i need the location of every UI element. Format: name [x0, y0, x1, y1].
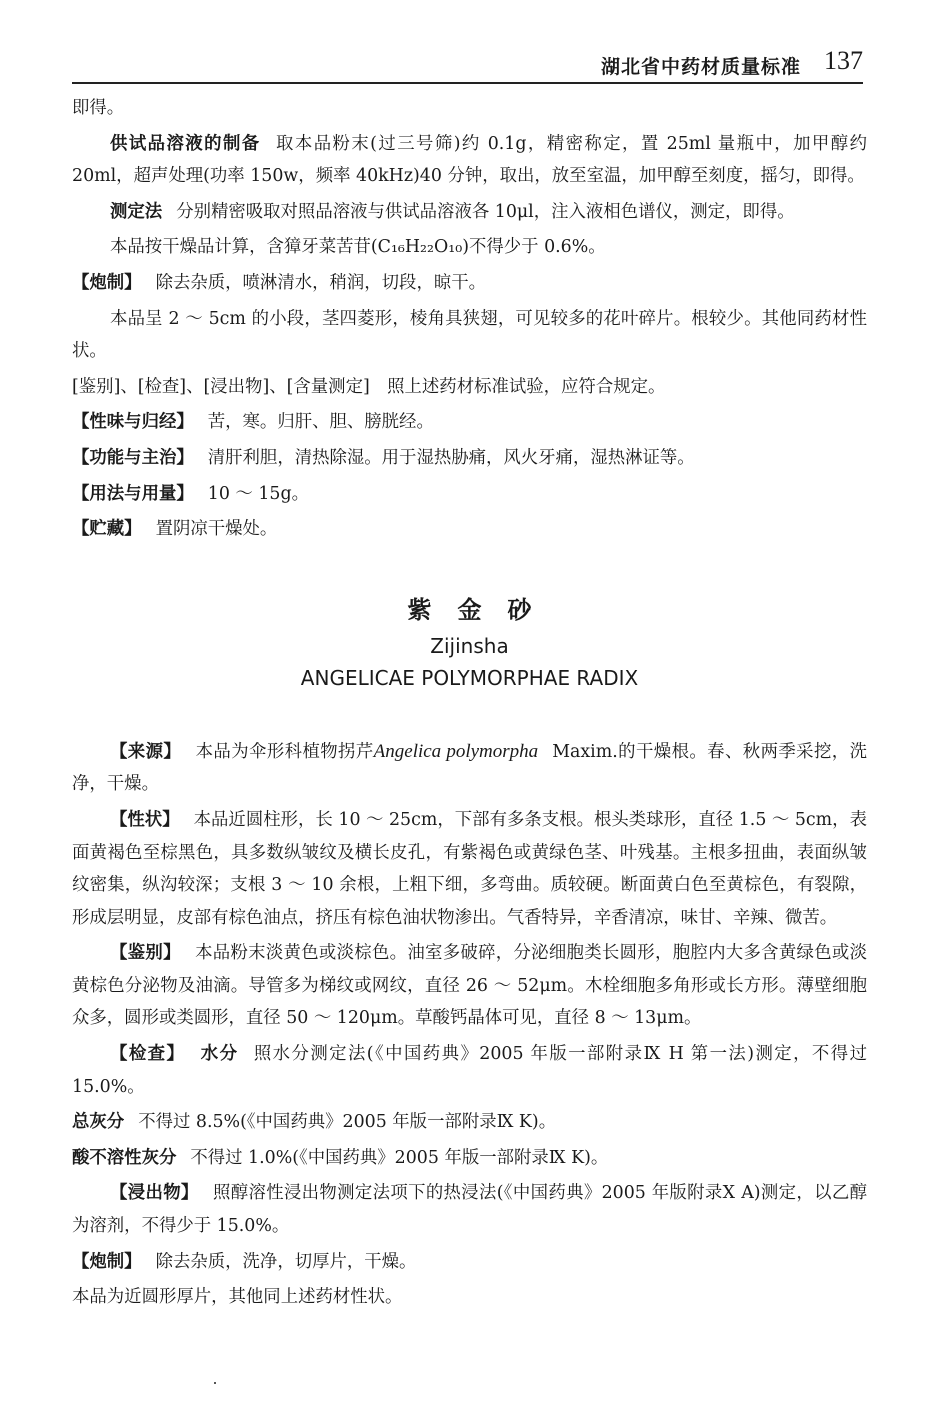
section-label: 测定法: [110, 201, 163, 222]
paragraph-identification: 【鉴别】 本品粉末淡黄色或淡棕色。油室多破碎，分泌细胞类长圆形，胞腔内大多含黄绿色或淡黄棕色分泌物及油滴。导管多为梯纹或网纹，直径 26 ～ 52μm。木栓细胞多角形或长方形。薄壁细胞众多，圆形或类圆形，直径 50 ～ 120μm。草酸钙晶体可见，直径 8 ～ 13μm。: [72, 943, 867, 1029]
page-header: [72, 40, 863, 84]
scan-speck: [214, 1382, 216, 1384]
paragraph: 本品呈 2 ～ 5cm 的小段，茎四菱形，棱角具狭翅，可见较多的花叶碎片。根较少。其他同药材性状。: [72, 308, 867, 362]
section-label: 【鉴别】: [110, 943, 181, 964]
paragraph-description: 【性状】 本品近圆柱形，长 10 ～ 25cm，下部有多条支根。根头类球形，直径 1.5 ～ 5cm，表面黄褐色至棕黑色，具多数纵皱纹及横长皮孔，有紫褐色或黄绿色茎、叶残基。主根多扭曲，表面纵皱纹密集，纵沟较深；支根 3 ～ 10 余根，上粗下细，多弯曲。质较硬。断面黄白色至黄棕色，有裂隙，形成层明显，皮部有棕色油点，挤压有棕色油状物渗出。气香特异，辛香清凉，味甘、辛辣、微苦。: [72, 809, 867, 928]
running-title: 湖北省中药材质量标准: [600, 56, 801, 78]
paragraph: 【贮藏】 置阴凉干燥处。: [72, 519, 278, 540]
paragraph: 即得。: [72, 98, 125, 118]
section-label: 【炮制】: [72, 1251, 142, 1272]
monograph-latin-name: ANGELICAE POLYMORPHAE RADIX: [300, 665, 639, 690]
paragraph-source: 【来源】 本品为伞形科植物拐芹Angelica polymorpha Maxim.的干燥根。春、秋两季采挖，洗净，干燥。: [72, 740, 867, 795]
monograph-title: [72, 590, 867, 694]
section-label: 【来源】: [110, 741, 182, 762]
paragraph: 【用法与用量】 10 ～ 15g。: [72, 483, 309, 504]
monograph-title-cn: 紫金砂: [407, 595, 558, 624]
paragraph-processing-desc: 本品为近圆形厚片，其他同上述药材性状。: [72, 1287, 403, 1308]
page-content: [72, 92, 867, 1317]
section-label: 【贮藏】: [72, 519, 142, 540]
page-number: 137: [824, 46, 863, 75]
subsection-label: 水分: [199, 1044, 239, 1065]
section-label: 【检查】: [110, 1044, 186, 1065]
section-label: 供试品溶液的制备: [110, 133, 261, 154]
paragraph-processing: 【炮制】 除去杂质，洗净，切厚片，干燥。: [72, 1251, 417, 1272]
section-label: 【性味与归经】: [72, 412, 194, 433]
latin-species-name: Angelica polymorpha: [373, 740, 539, 762]
section-label: 【功能与主治】: [72, 447, 194, 468]
paragraph-acid-insoluble-ash: 酸不溶性灰分 不得过 1.0%(《中国药典》2005 年版一部附录Ⅸ K)。: [72, 1147, 609, 1168]
paragraph-total-ash: 总灰分 不得过 8.5%(《中国药典》2005 年版一部附录Ⅸ K)。: [72, 1112, 557, 1133]
paragraph: 【功能与主治】 清肝利胆，清热除湿。用于湿热胁痛，风火牙痛，湿热淋证等。: [72, 447, 695, 468]
paragraph: [鉴别]、[检查]、[浸出物]、[含量测定] 照上述药材标准试验，应符合规定。: [72, 376, 666, 397]
paragraph: 供试品溶液的制备 取本品粉末(过三号筛)约 0.1g，精密称定，置 25ml 量瓶中，加甲醇约 20ml，超声处理(功率 150w，频率 40kHz)40 分钟，取出，放至室温，加甲醇至刻度，摇匀，即得。: [72, 133, 867, 187]
section-label: 【炮制】: [72, 272, 142, 293]
monograph-pinyin: Zijinsha: [430, 633, 509, 658]
subsection-label: 酸不溶性灰分: [72, 1147, 177, 1168]
paragraph: 本品按干燥品计算，含獐牙菜苦苷(C₁₆H₂₂O₁₀)不得少于 0.6%。: [110, 237, 606, 258]
paragraph: 【炮制】 除去杂质，喷淋清水，稍润，切段，晾干。: [72, 272, 487, 293]
paragraph: 【性味与归经】 苦，寒。归肝、胆、膀胱经。: [72, 412, 434, 433]
subsection-label: 总灰分: [72, 1112, 125, 1133]
section-label: 【用法与用量】: [72, 483, 194, 504]
paragraph-extract: 【浸出物】 照醇溶性浸出物测定法项下的热浸法(《中国药典》2005 年版附录Ⅹ A)测定，以乙醇为溶剂，不得少于 15.0%。: [72, 1183, 867, 1237]
section-label: 【浸出物】: [110, 1183, 199, 1204]
paragraph-check-water: 【检查】 水分 照水分测定法(《中国药典》2005 年版一部附录Ⅸ H 第一法)测定，不得过 15.0%。: [72, 1044, 867, 1097]
paragraph: 测定法 分别精密吸取对照品溶液与供试品溶液各 10μl，注入液相色谱仪，测定，即得。: [110, 201, 795, 222]
section-label: 【性状】: [110, 809, 180, 830]
